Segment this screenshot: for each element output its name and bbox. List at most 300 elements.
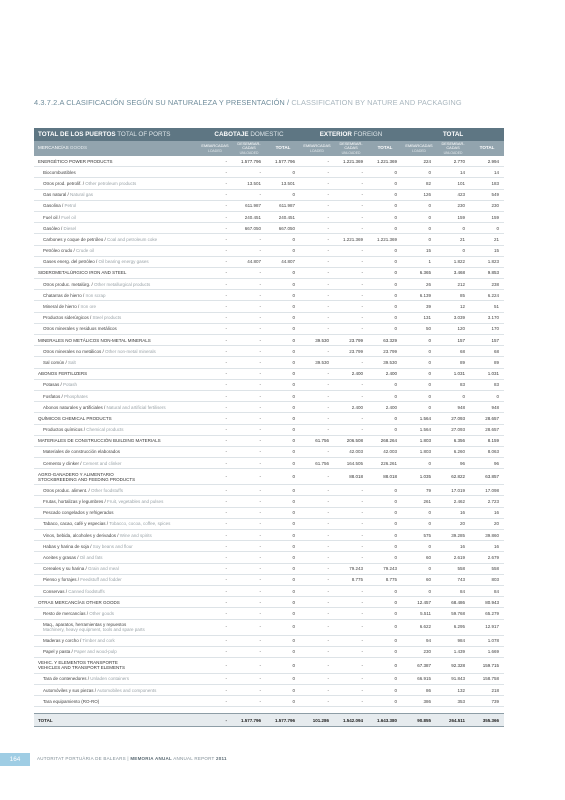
value-cell: 2.679	[470, 552, 504, 563]
label-es: Otros minerales y residuos metálicos	[43, 326, 117, 332]
label-en: STOCKBREEDING AND FEEDING PRODUCTS	[38, 476, 136, 482]
value-cell: 0	[368, 518, 402, 529]
value-cell: 1.823	[470, 256, 504, 267]
row-label	[34, 368, 198, 379]
label-es: Vinos, bebida, alcoholes y derivados /	[43, 532, 119, 538]
value-cell: 558	[436, 563, 470, 574]
label-es: Otros minerales no metálicos /	[43, 348, 104, 354]
label-es: Conservas /	[43, 588, 68, 594]
value-cell: 17.098	[470, 485, 504, 496]
value-cell: -	[198, 245, 232, 256]
value-cell: -	[334, 301, 368, 312]
value-cell: -	[198, 156, 232, 167]
value-cell: -	[198, 574, 232, 585]
value-cell: -	[300, 301, 334, 312]
value-cell: -	[232, 379, 266, 390]
label-es: Fosfatos /	[43, 393, 63, 399]
table-row	[34, 245, 504, 256]
value-cell: -	[198, 458, 232, 469]
label-es: Materiales de construcción elaborados	[43, 449, 121, 455]
label-es: Petróleo crudo /	[43, 248, 75, 254]
label-es: Sal común /	[43, 359, 67, 365]
value-cell: 0	[436, 223, 470, 234]
table-row	[34, 574, 504, 585]
value-cell: -	[232, 574, 266, 585]
row-label	[34, 563, 198, 574]
row-label	[34, 200, 198, 211]
value-cell: 0	[402, 167, 436, 178]
value-cell: 0	[266, 619, 300, 635]
total-value: 264.511	[436, 714, 470, 727]
value-cell: 575	[402, 530, 436, 541]
value-cell: -	[198, 597, 232, 608]
value-cell: 42.003	[334, 446, 368, 457]
label-en: Soy beans and flour	[91, 543, 133, 549]
table-row	[34, 402, 504, 413]
label-es: Tabaco, cacao, café y especias /	[43, 521, 109, 527]
row-label	[34, 256, 198, 267]
value-cell: 0	[266, 368, 300, 379]
value-cell: -	[334, 256, 368, 267]
label-en: Steel products	[91, 315, 122, 321]
value-cell: 2.723	[470, 496, 504, 507]
value-cell: 0	[266, 646, 300, 657]
value-cell: 8.063	[470, 446, 504, 457]
value-cell: 120	[436, 323, 470, 334]
value-cell: -	[198, 390, 232, 401]
value-cell: -	[198, 167, 232, 178]
value-cell: 0	[266, 635, 300, 646]
label-en: Unladen containers	[89, 676, 130, 682]
value-cell: 1.439	[436, 646, 470, 657]
total-value: 355.366	[470, 714, 504, 727]
value-cell: 0	[368, 279, 402, 290]
value-cell: 0	[266, 390, 300, 401]
value-cell: -	[300, 413, 334, 424]
value-cell: 0	[266, 608, 300, 619]
value-cell: 0	[436, 390, 470, 401]
value-cell: 0	[266, 530, 300, 541]
value-cell: -	[334, 279, 368, 290]
value-cell: 0	[402, 563, 436, 574]
value-cell: 8.775	[368, 574, 402, 585]
value-cell: 0	[266, 245, 300, 256]
value-cell: 83	[470, 379, 504, 390]
value-cell: 1.221.369	[334, 234, 368, 245]
table-row	[34, 189, 504, 200]
row-label	[34, 402, 198, 413]
value-cell: 1.031	[436, 368, 470, 379]
label-es: Productos siderúrgicos /	[43, 315, 92, 321]
value-cell: 80.943	[470, 597, 504, 608]
value-cell: 0	[470, 390, 504, 401]
value-cell: -	[198, 435, 232, 446]
table-row	[34, 256, 504, 267]
value-cell: -	[198, 234, 232, 245]
value-cell: -	[300, 574, 334, 585]
value-cell: -	[198, 541, 232, 552]
value-cell: 6.356	[436, 435, 470, 446]
value-cell: 0	[266, 673, 300, 684]
value-cell: 1.577.796	[232, 156, 266, 167]
row-label	[34, 485, 198, 496]
header-total-col: TOTAL	[266, 141, 300, 156]
value-cell: 230	[436, 200, 470, 211]
row-label	[34, 585, 198, 596]
value-cell: 39	[402, 301, 436, 312]
value-cell: 89	[436, 357, 470, 368]
label-en: Crude oil	[74, 248, 95, 254]
label-es: Gasóleo /	[43, 225, 63, 231]
label-es: Cemento y clinker /	[43, 460, 82, 466]
page-number: 164	[0, 753, 30, 766]
row-label	[34, 346, 198, 357]
table-row	[34, 563, 504, 574]
value-cell: -	[300, 673, 334, 684]
value-cell: -	[198, 178, 232, 189]
value-cell: 2.770	[436, 156, 470, 167]
row-label	[34, 301, 198, 312]
value-cell: 0	[368, 646, 402, 657]
value-cell: -	[198, 357, 232, 368]
value-cell: -	[198, 563, 232, 574]
value-cell: -	[232, 541, 266, 552]
value-cell: 2.619	[436, 552, 470, 563]
label-es: Resto de mercancías /	[43, 610, 89, 616]
label-en: Iron scrap	[84, 292, 106, 298]
table-row	[34, 323, 504, 334]
value-cell: -	[300, 507, 334, 518]
table-row	[34, 424, 504, 435]
value-cell: 0	[266, 323, 300, 334]
label-es: Papel y pasta /	[43, 649, 73, 655]
row-label	[34, 211, 198, 222]
value-cell: -	[232, 608, 266, 619]
label-en: Wine and spirits	[118, 532, 152, 538]
table-row	[34, 346, 504, 357]
table-row	[34, 279, 504, 290]
value-cell: 0	[368, 552, 402, 563]
value-cell: 132	[436, 685, 470, 696]
label-en: Potash	[61, 382, 78, 388]
header-domestic: CABOTAJE DOMESTIC	[198, 128, 300, 141]
value-cell: 1.822	[436, 256, 470, 267]
value-cell: 2.400	[368, 368, 402, 379]
value-cell: 0	[402, 585, 436, 596]
value-cell: -	[300, 446, 334, 457]
label-es: Potasas /	[43, 382, 62, 388]
value-cell: 0	[368, 200, 402, 211]
value-cell: 667.050	[266, 223, 300, 234]
value-cell: 1.803	[402, 446, 436, 457]
table-row	[34, 518, 504, 529]
value-cell: 6.365	[402, 267, 436, 278]
value-cell: -	[300, 178, 334, 189]
value-cell: 27.093	[436, 424, 470, 435]
table-row	[34, 178, 504, 189]
value-cell: 386	[402, 696, 436, 707]
header-total-col: TOTAL	[368, 141, 402, 156]
value-cell: -	[334, 485, 368, 496]
value-cell: -	[232, 312, 266, 323]
value-cell: 0	[368, 507, 402, 518]
value-cell: 0	[368, 530, 402, 541]
column-header-row	[34, 141, 504, 156]
value-cell: 16	[470, 541, 504, 552]
value-cell: -	[334, 657, 368, 673]
value-cell: 6.139	[402, 290, 436, 301]
header-loaded: EMBARCADAS LOADED	[198, 141, 232, 156]
value-cell: -	[334, 413, 368, 424]
row-label	[34, 673, 198, 684]
value-cell: 0	[368, 167, 402, 178]
value-cell: 0	[402, 234, 436, 245]
value-cell: 0	[368, 267, 402, 278]
value-cell: -	[334, 530, 368, 541]
value-cell: -	[334, 323, 368, 334]
value-cell: 44.807	[232, 256, 266, 267]
value-cell: -	[198, 507, 232, 518]
value-cell: 39.285	[436, 530, 470, 541]
value-cell: 15	[402, 245, 436, 256]
label-en: Fuel oil	[60, 214, 76, 220]
row-label	[34, 379, 198, 390]
value-cell: 3.170	[470, 312, 504, 323]
value-cell: -	[232, 189, 266, 200]
category-row	[34, 156, 504, 167]
value-cell: 423	[436, 189, 470, 200]
value-cell: 0	[368, 696, 402, 707]
value-cell: -	[300, 234, 334, 245]
value-cell: 131	[402, 312, 436, 323]
value-cell: -	[232, 167, 266, 178]
table-row	[34, 635, 504, 646]
value-cell: 206.508	[334, 435, 368, 446]
label-en: Natural and artificial fertilisers	[105, 404, 166, 410]
value-cell: -	[334, 357, 368, 368]
value-cell: 0	[368, 301, 402, 312]
value-cell: 667.050	[232, 223, 266, 234]
value-cell: 0	[266, 402, 300, 413]
value-cell: 50	[402, 323, 436, 334]
value-cell: -	[232, 301, 266, 312]
row-label	[34, 245, 198, 256]
total-value: 1.542.094	[334, 714, 368, 727]
total-label: TOTAL	[34, 714, 198, 727]
value-cell: -	[300, 646, 334, 657]
value-cell: -	[198, 619, 232, 635]
total-value: 1.577.796	[266, 714, 300, 727]
row-label	[34, 279, 198, 290]
value-cell: 226.261	[368, 458, 402, 469]
row-label	[34, 189, 198, 200]
table-row	[34, 167, 504, 178]
header-goods: MERCANCÍAS GOODS	[34, 141, 198, 156]
category-row	[34, 368, 504, 379]
table-row	[34, 234, 504, 245]
label-en: Other foodstuffs	[89, 487, 123, 493]
value-cell: 0	[266, 267, 300, 278]
value-cell: 0	[266, 485, 300, 496]
label-en: BUILDING MATERIALS	[111, 438, 161, 444]
value-cell: 5.511	[402, 608, 436, 619]
value-cell: 0	[402, 390, 436, 401]
value-cell: -	[232, 696, 266, 707]
row-label	[34, 552, 198, 563]
value-cell: -	[198, 696, 232, 707]
value-cell: 88.018	[334, 469, 368, 485]
value-cell: -	[300, 563, 334, 574]
table-row	[34, 496, 504, 507]
value-cell: 0	[266, 424, 300, 435]
value-cell: -	[198, 346, 232, 357]
value-cell: -	[232, 424, 266, 435]
category-row	[34, 469, 504, 485]
value-cell: -	[232, 267, 266, 278]
value-cell: -	[198, 518, 232, 529]
value-cell: 0	[266, 518, 300, 529]
value-cell: -	[232, 552, 266, 563]
row-label	[34, 335, 198, 346]
value-cell: -	[198, 335, 232, 346]
value-cell: -	[334, 211, 368, 222]
value-cell: 21	[436, 234, 470, 245]
label-es: Habas y harina de soja /	[43, 543, 92, 549]
label-es: MINERALES NO METÁLICOS	[38, 337, 100, 343]
value-cell: 0	[266, 696, 300, 707]
value-cell: 68.486	[436, 597, 470, 608]
value-cell: 218	[470, 685, 504, 696]
value-cell: 948	[436, 402, 470, 413]
value-cell: -	[334, 200, 368, 211]
value-cell: 126	[402, 189, 436, 200]
value-cell: -	[334, 635, 368, 646]
table-row	[34, 200, 504, 211]
value-cell: -	[334, 496, 368, 507]
value-cell: -	[198, 323, 232, 334]
label-es: ENERGÉTICO	[38, 158, 68, 164]
value-cell: -	[232, 245, 266, 256]
table-row	[34, 485, 504, 496]
value-cell: 0	[368, 485, 402, 496]
label-en: FERTILIZERS	[57, 371, 88, 377]
value-cell: -	[334, 223, 368, 234]
value-cell: -	[198, 290, 232, 301]
label-es: Biocombustibles	[43, 169, 76, 175]
value-cell: -	[334, 312, 368, 323]
value-cell: 0	[402, 518, 436, 529]
value-cell: 2.994	[470, 156, 504, 167]
label-es: Gas natural /	[43, 192, 69, 198]
value-cell: 2.400	[368, 402, 402, 413]
value-cell: 44.807	[266, 256, 300, 267]
value-cell: 0	[402, 357, 436, 368]
value-cell: 948	[470, 402, 504, 413]
row-label	[34, 646, 198, 657]
value-cell: -	[300, 619, 334, 635]
value-cell: 0	[266, 435, 300, 446]
label-en: Paper and wood-pulp	[72, 649, 117, 655]
value-cell: -	[232, 635, 266, 646]
value-cell: -	[334, 518, 368, 529]
table-row	[34, 379, 504, 390]
value-cell: 63.329	[368, 335, 402, 346]
label-es: Pienso y forrajes /	[43, 577, 80, 583]
value-cell: -	[300, 496, 334, 507]
value-cell: 240.451	[232, 211, 266, 222]
label-en: Cement and clinker	[81, 460, 122, 466]
value-cell: -	[232, 585, 266, 596]
value-cell: -	[334, 507, 368, 518]
value-cell: 0	[266, 189, 300, 200]
label-en: Automobiles and components	[96, 687, 157, 693]
table-row	[34, 541, 504, 552]
value-cell: -	[300, 211, 334, 222]
value-cell: 157	[470, 335, 504, 346]
row-label	[34, 657, 198, 673]
value-cell: 28.657	[470, 424, 504, 435]
value-cell: -	[232, 290, 266, 301]
value-cell: -	[300, 696, 334, 707]
value-cell: -	[300, 608, 334, 619]
value-cell: -	[198, 552, 232, 563]
value-cell: 61.756	[300, 435, 334, 446]
table-row	[34, 223, 504, 234]
value-cell: -	[334, 619, 368, 635]
value-cell: 558	[470, 563, 504, 574]
value-cell: 0	[402, 211, 436, 222]
value-cell: -	[334, 673, 368, 684]
label-es: Gases energ. del petróleo /	[43, 259, 98, 265]
value-cell: 0	[368, 619, 402, 635]
value-cell: 0	[266, 312, 300, 323]
value-cell: 0	[402, 335, 436, 346]
value-cell: 86	[402, 685, 436, 696]
value-cell: -	[198, 279, 232, 290]
value-cell: -	[334, 167, 368, 178]
value-cell: -	[300, 518, 334, 529]
table-row	[34, 290, 504, 301]
label-en: Other goods	[88, 610, 115, 616]
value-cell: 16	[436, 541, 470, 552]
row-label	[34, 167, 198, 178]
value-cell: -	[334, 245, 368, 256]
value-cell: -	[232, 657, 266, 673]
value-cell: 68	[470, 346, 504, 357]
value-cell: -	[232, 673, 266, 684]
value-cell: 0	[266, 563, 300, 574]
label-es: Carbones y coque de petróleo /	[43, 236, 106, 242]
row-label	[34, 530, 198, 541]
label-en: Feedstuff and fodder	[79, 577, 122, 583]
label-en: Chemical products	[85, 427, 124, 433]
value-cell: -	[198, 379, 232, 390]
header-unloaded: DESEMBAR-CADAS UNLOADED	[232, 141, 266, 156]
value-cell: 0	[368, 673, 402, 684]
value-cell: 79	[402, 485, 436, 496]
label-es: Otros produc. aliment. /	[43, 487, 90, 493]
category-row	[34, 267, 504, 278]
value-cell: -	[300, 245, 334, 256]
value-cell: 0	[402, 541, 436, 552]
value-cell: 62.822	[436, 469, 470, 485]
value-cell: 0	[266, 234, 300, 245]
value-cell: -	[198, 312, 232, 323]
row-label	[34, 156, 198, 167]
value-cell: 0	[368, 189, 402, 200]
row-label	[34, 424, 198, 435]
label-es: Chatarras de hierro /	[43, 292, 85, 298]
